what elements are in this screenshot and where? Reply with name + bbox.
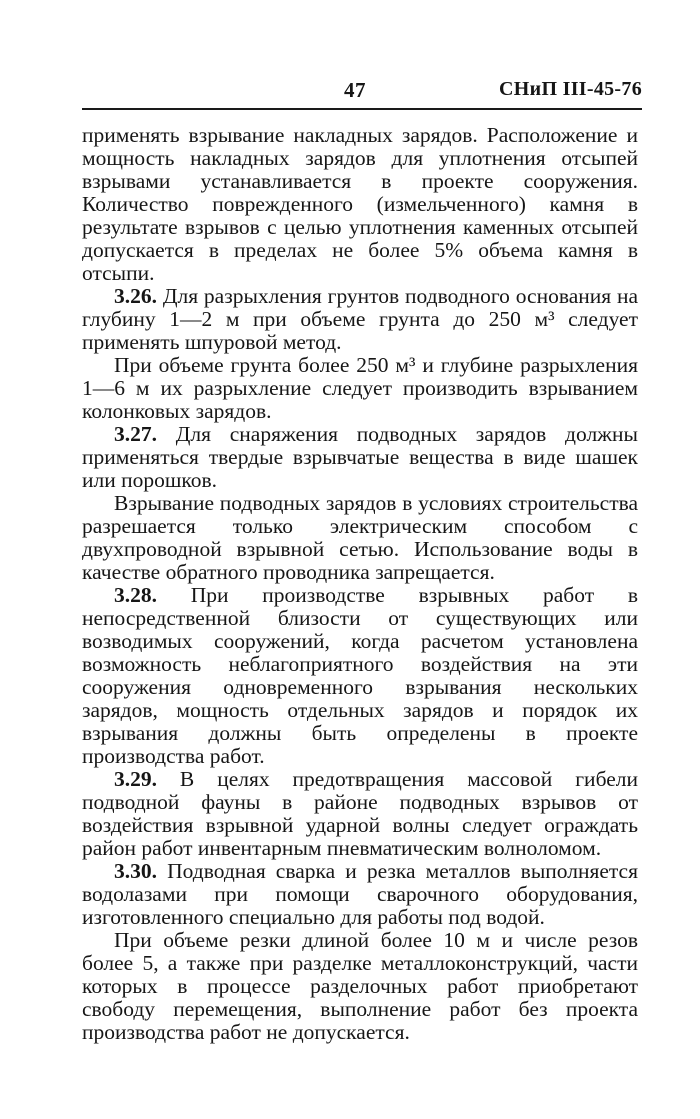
clause-3-28 [82,584,638,768]
paragraph [82,929,638,1044]
clause-number: 3.30. [114,859,157,883]
clause-3-27 [82,423,638,492]
body-text [82,124,638,1044]
page-number: 47 [344,78,366,102]
clause-number: 3.29. [114,767,157,791]
clause-text: При производстве взрывных работ в непосредственной близости от существующих или возводимых сооружений, когда расчетом установлена возможность неблагоприятного воздействия на эти сооружения одновременного взрывания нескольких зарядов, мощность отдельных зарядов и порядок их взрывания должны быть определены в проекте производства работ. [82,583,638,768]
clause-text: Для снаряжения подводных зарядов должны применяться твердые взрывчатые вещества в виде шашек или порошков. [82,422,638,492]
clause-3-26 [82,285,638,354]
clause-3-30 [82,860,638,929]
clause-text: Подводная сварка и резка металлов выполняется водолазами при помощи сварочного оборудования, изготовленного специально для работы под водой. [82,859,638,929]
page-header [82,78,642,108]
document-code: СНиП III-45-76 [499,78,642,100]
paragraph-text: Взрывание подводных зарядов в условиях строительства разрешается только электрическим способом с двухпроводной взрывной сетью. Использование воды в качестве обратного проводника запрещается. [82,491,638,584]
paragraph [82,492,638,584]
clause-text: Для разрыхления грунтов подводного основания на глубину 1—2 м при объеме грунта до 250 м³ следует применять шпуровой метод. [82,284,638,354]
paragraph-text: применять взрывание накладных зарядов. Расположение и мощность накладных зарядов для уплотнения отсыпей взрывами устанавливается в проекте сооружения. Количество поврежденного (измельченного) камня в результате взрывов с целью уплотнения каменных отсыпей допускается в пределах не более 5% объема камня в отсыпи. [82,123,638,285]
header-divider [82,108,642,110]
paragraph [82,354,638,423]
paragraph-continuation [82,124,638,285]
clause-3-29 [82,768,638,860]
paragraph-text: При объеме резки длиной более 10 м и числе резов более 5, а также при разделке металлоконструкций, части которых в процессе разделочных работ приобретают свободу перемещения, выполнение работ без проекта производства работ не допускается. [82,928,638,1044]
clause-text: В целях предотвращения массовой гибели подводной фауны в районе подводных взрывов от воздействия взрывной ударной волны следует ограждать район работ инвентарным пневматическим волноломом. [82,767,638,860]
clause-number: 3.27. [114,422,157,446]
paragraph-text: При объеме грунта более 250 м³ и глубине разрыхления 1—6 м их разрыхление следует производить взрыванием колонковых зарядов. [82,353,638,423]
clause-number: 3.28. [114,583,157,607]
clause-number: 3.26. [114,284,157,308]
